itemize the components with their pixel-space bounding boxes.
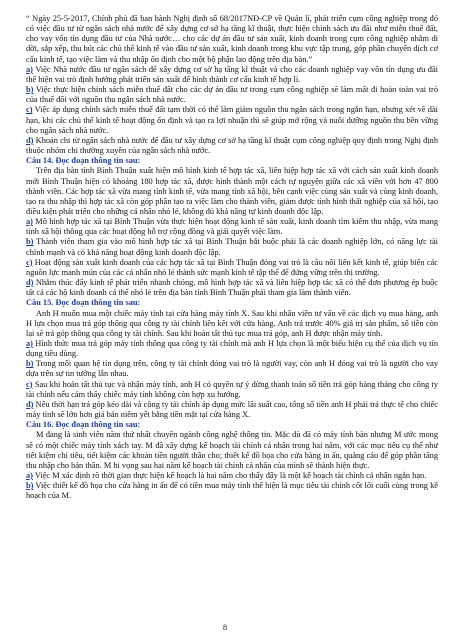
question-16-heading: Câu 16. Đọc đoạn thông tin sau: bbox=[26, 420, 141, 430]
option-text: Trong mối quan hệ tín dụng trên, công ty tài chính đóng vai trò là người vay, còn anh H đóng vai trò là người cho vay dựa trên sự tin tưởng lẫn nhau. bbox=[26, 359, 438, 379]
option-letter: d) bbox=[26, 278, 34, 288]
option-letter: a) bbox=[26, 217, 33, 227]
quote-passage: “ Ngày 25-5-2017, Chính phủ đã ban hành Nghị định số 68/2017NĐ-CP về Quản lí, phát triển cụm công nghiệp trong đó có việc đầu tư từ ngân sách nhà nước để xây dựng cơ sở hạ tầng kĩ thuật, thực hiện chính sách ưu đãi như miễn thuế đất, cho vay vốn tín dụng đầu tư của Nhà nước… cho các dự án đầu tư sản xuất, kinh doanh trong cụm công nghiệp nhằm di dời, sắp xếp, thu hút các chủ thể kinh tế vào đầu tư sản xuất, kinh doanh trong khu vực tập trung, góp phần chuyển dịch cơ cấu kinh tế, tạo việc làm và thu nhập ổn định cho một bộ phận lao động trên địa bàn.” bbox=[26, 14, 438, 64]
option-text: Thành viên tham gia vào mô hình hợp tác xã tại Bình Thuận bắt buộc phải là các doanh nghiệp lớn, có năng lực tài chính mạnh và có khả năng hoạt động kinh doanh độc lập. bbox=[26, 237, 438, 257]
option-text: Việc thực hiện chính sách miễn thuế đất cho các dự án đầu tư trong cụm công nghiệp sẽ làm mất đi hoàn toàn vai trò của thuế đối với nguồn thu ngân sách nhà nước. bbox=[26, 85, 438, 105]
option-text: Hình thức mua trả góp máy tính thông qua công ty tài chính mà anh H lựa chọn là một biểu hiện cụ thể của dịch vụ tín dụng tiêu dùng. bbox=[26, 339, 438, 359]
option-letter: d) bbox=[26, 135, 34, 145]
question-16-passage: M đang là sinh viên năm thứ nhất chuyên ngành công nghệ thông tin. Mặc dù đã có máy tính bàn nhưng M ước mong sẽ có một chiếc máy tính xách tay. M đã xây dựng kế hoạch tài chính cá nhân trong hai năm, với các mục tiêu cụ thể như tiết kiệm chi tiêu, tiết kiệm các khoản tiền người thân cho; thiết kế đồ họa cho cửa hàng in ấn, quảng cáo để góp phần tăng thu nhập cho bản thân. M hi vọng sau hai năm kế hoạch tài chính cá nhân của mình sẽ thành hiện thực. bbox=[26, 430, 438, 470]
option-letter: b) bbox=[26, 237, 34, 247]
option-text: Hoạt động sản xuất kinh doanh của các hợp tác xã tại Bình Thuận đóng vai trò là cầu nối liên kết kinh tế, giúp biến các nguồn lực manh mún của các cá nhân nhỏ lẻ thành sức mạnh kinh tế tập thể để đứng vững trên thị trường. bbox=[26, 257, 438, 277]
option-d bbox=[26, 400, 438, 420]
question-14-heading: Câu 14. Đọc đoạn thông tin sau: bbox=[26, 156, 141, 166]
question-16-options bbox=[26, 471, 438, 501]
option-letter: c) bbox=[26, 105, 33, 115]
question-14-options bbox=[26, 217, 438, 298]
option-text: Mô hình hợp tác xã tại Bình Thuận vừa thực hiện hoạt động kinh tế sản xuất, kinh doanh tìm kiếm thu nhập, vừa mang tính xã hội thông qua các hoạt động hỗ trợ cộng đồng và giải quyết việc làm. bbox=[26, 217, 438, 237]
option-text: Việc M xác định rõ thời gian thực hiện kế hoạch là hai năm cho thấy đây là một kế hoạch tài chính cá nhân ngắn hạn. bbox=[32, 471, 427, 481]
option-c bbox=[26, 380, 438, 400]
option-a bbox=[26, 217, 438, 237]
option-d bbox=[26, 136, 438, 156]
option-a bbox=[26, 339, 438, 359]
option-text: Việc áp dụng chính sách miễn thuế đất tạm thời có thể làm giảm nguồn thu ngân sách trong ngắn hạn, nhưng xét về dài hạn, khi các chủ thể kinh tế hoạt động ổn định và tạo ra lợi nhuận thì sẽ giúp mở rộng và nuôi dưỡng nguồn thu bền vững cho ngân sách nhà nước. bbox=[26, 105, 438, 135]
option-letter: c) bbox=[26, 257, 33, 267]
option-letter: a) bbox=[26, 339, 33, 348]
option-letter: b) bbox=[26, 85, 34, 95]
option-text: Việc thiết kế đồ họa cho cửa hàng in ấn để có tiền mua máy tính thể hiện là mục tiêu tài chính cốt lõi cuối cùng trong kế hoạch của M. bbox=[26, 481, 438, 501]
option-text: Việc Nhà nước đầu tư ngân sách để xây dựng cơ sở hạ tầng kĩ thuật và cho các doanh nghiệp vay vốn tín dụng ưu đãi thể hiện vai trò định hướng phát triển sản xuất để hình thành cơ cấu kinh tế hợp lí. bbox=[26, 64, 438, 84]
option-letter: c) bbox=[26, 379, 33, 389]
option-b bbox=[26, 237, 438, 257]
option-a bbox=[26, 65, 438, 85]
option-letter: b) bbox=[26, 481, 34, 491]
page-number: 8 bbox=[223, 623, 227, 632]
question-14-passage: Trên địa bàn tỉnh Bình Thuận xuất hiện mô hình kinh tế hợp tác xã, liên hiệp hợp tác xã với cách sản xuất kinh doanh mới Bình Thuận hiện có khoảng 180 hợp tác xã, được hình thành một cách tự nguyện giữa các xã viên với hơn 47 800 thành viên. Các hợp tác xã vừa mang tính kinh tế, vừa mang tính xã hội, bên cạnh việc cùng sản xuất và cùng kinh doanh, tạo ra thu nhập thì hợp tác xã còn góp phần tạo ra việc làm cho thành viên, giảm được tình hình thất nghiệp của xã hội, tạo điều kiện phát triển cho những cá nhân nhỏ lẻ, không đủ khả năng tự kinh doanh độc lập. bbox=[26, 166, 438, 216]
option-d bbox=[26, 278, 438, 298]
option-b bbox=[26, 85, 438, 105]
option-c bbox=[26, 258, 438, 278]
option-letter: d) bbox=[26, 399, 34, 409]
option-text: Nhằm thúc đẩy kinh tế phát triển nhanh chóng, mô hình hợp tác xã và liên hiệp hợp tác xã có thể đơn phương ép buộc tất cả các hộ kinh doanh cá thể nhỏ lẻ trên địa bàn tỉnh Bình Thuận phải tham gia làm thành viên. bbox=[26, 278, 438, 298]
option-letter: b) bbox=[26, 359, 34, 369]
question-15-passage: Anh H muốn mua một chiếc máy tính tại cửa hàng máy tính X. Sau khi nhân viên tư vấn về các dịch vụ mua hàng, anh H lựa chọn mua trả góp thông qua công ty tài chính liên kết với cửa hàng. Anh trả trước 40% giá trị sản phẩm, số tiền còn lại sẽ trả góp thông qua công ty tài chính. Sau khi hoàn tất thủ tục mua trả góp, anh H được nhận máy tính. bbox=[26, 308, 438, 338]
question-15-heading: Câu 15. Đọc đoạn thông tin sau: bbox=[26, 298, 141, 308]
option-c bbox=[26, 105, 438, 135]
option-letter: a) bbox=[26, 471, 33, 481]
option-text: Khoản chi từ ngân sách nhà nước để đầu tư xây dựng cơ sở hạ tầng kĩ thuật cụm công nghiệp quy định trong Nghị định thuộc nhóm chi thường xuyên của ngân sách nhà nước. bbox=[26, 135, 438, 156]
option-b bbox=[26, 481, 438, 501]
question-15-options bbox=[26, 339, 438, 420]
option-text: Sau khi hoàn tất thủ tục và nhận máy tính, anh H có quyền tự ý dừng thanh toán số tiền trả góp hàng tháng cho công ty tài chính nếu cảm thấy chiếc máy tính không còn hợp xu hướng. bbox=[26, 379, 438, 399]
question-13-options bbox=[26, 65, 438, 156]
option-a bbox=[26, 471, 438, 481]
option-b bbox=[26, 359, 438, 379]
option-text: Nếu thời hạn trả góp kéo dài và công ty tài chính áp dụng mức lãi suất cao, tổng số tiền anh H phải trả thực tế cho chiếc máy tính sẽ lớn hơn giá bán niêm yết bằng tiền mặt tại cửa hàng X. bbox=[26, 399, 438, 420]
option-letter: a) bbox=[26, 64, 33, 74]
